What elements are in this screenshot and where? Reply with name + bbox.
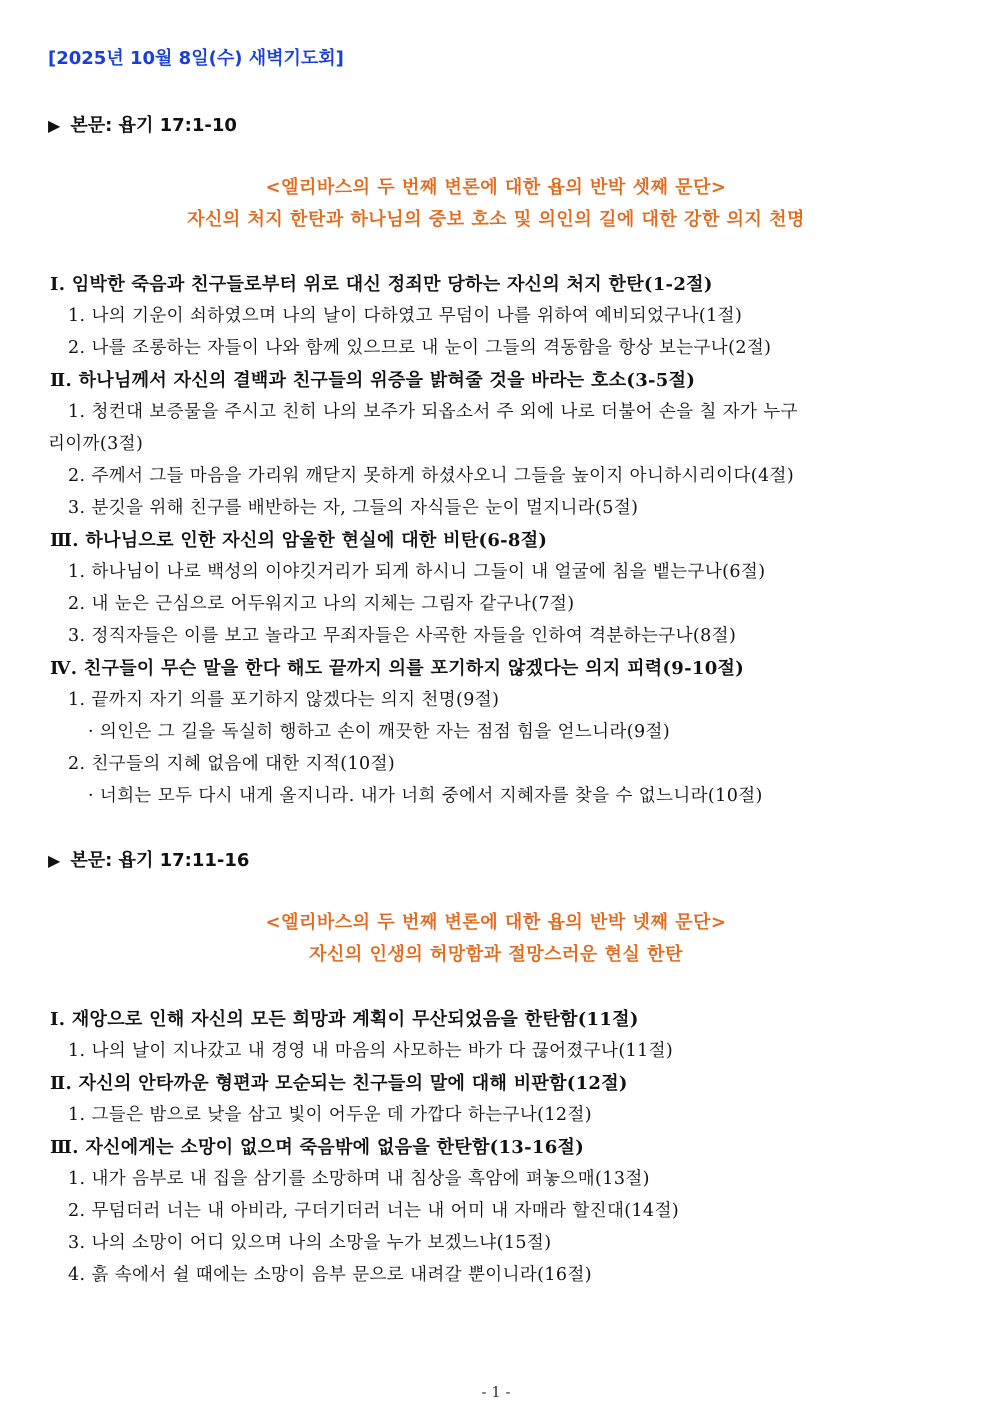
outline-bullet: · 너희는 모두 다시 내게 올지니라. 내가 너희 중에서 지혜자를 찾을 수 없느니라(10절)	[88, 786, 763, 806]
passage-label: 본문: 욥기 17:11-16	[70, 850, 250, 871]
outline-heading: Ⅳ. 친구들이 무슨 말을 한다 해도 끝까지 의를 포기하지 않겠다는 의지 피력(9-10절)	[50, 658, 745, 679]
outline-item: 4. 흙 속에서 쉴 때에는 소망이 음부 문으로 내려갈 뿐이니라(16절)	[68, 1265, 593, 1285]
header-date: [2025년 10월 8일(수) 새벽기도회]	[48, 48, 344, 69]
outline-heading: Ⅰ. 재앙으로 인해 자신의 모든 희망과 계획이 무산되었음을 한탄함(11절)	[50, 1009, 639, 1030]
outline-item: 2. 내 눈은 근심으로 어두워지고 나의 지체는 그림자 같구나(7절)	[68, 594, 575, 614]
outline-item-continued: 리이까(3절)	[48, 434, 144, 454]
triangle-right-icon: ▶	[48, 116, 61, 135]
outline-item: 1. 나의 날이 지나갔고 내 경영 내 마음의 사모하는 바가 다 끊어졌구나(11절)	[68, 1041, 674, 1061]
outline-item: 2. 친구들의 지혜 없음에 대한 지적(10절)	[68, 754, 396, 774]
outline-item: 3. 나의 소망이 어디 있으며 나의 소망을 누가 보겠느냐(15절)	[68, 1233, 552, 1253]
section-subtitle-2: 자신의 인생의 허망함과 절망스러운 현실 한탄	[309, 944, 683, 965]
outline-item: 3. 정직자들은 이를 보고 놀라고 무죄자들은 사곡한 자들을 인하여 격분하는구나(8절)	[68, 626, 737, 646]
outline-bullet: · 의인은 그 길을 독실히 행하고 손이 깨끗한 자는 점점 힘을 얻느니라(9절)	[88, 722, 671, 742]
outline-item: 2. 무덤더러 너는 내 아비라, 구더기더러 너는 내 어미 내 자매라 할진대(14절)	[68, 1201, 680, 1221]
section-subtitle-1: 자신의 처지 한탄과 하나님의 중보 호소 및 의인의 길에 대한 강한 의지 천명	[187, 209, 805, 230]
passage-heading-2	[48, 846, 249, 872]
section-title-1: <엘리바스의 두 번째 변론에 대한 욥의 반박 셋째 문단>	[265, 177, 727, 198]
outline-item: 1. 청컨대 보증물을 주시고 친히 나의 보주가 되옵소서 주 외에 나로 더불어 손을 칠 자가 누구	[68, 402, 798, 422]
outline-item: 2. 주께서 그들 마음을 가리워 깨닫지 못하게 하셨사오니 그들을 높이지 아니하시리이다(4절)	[68, 466, 795, 486]
outline-heading: Ⅱ. 하나님께서 자신의 결백과 친구들의 위증을 밝혀줄 것을 바라는 호소(3-5절)	[50, 370, 696, 391]
section-title-2: <엘리바스의 두 번째 변론에 대한 욥의 반박 넷째 문단>	[265, 912, 727, 933]
outline-item: 1. 하나님이 나로 백성의 이야깃거리가 되게 하시니 그들이 내 얼굴에 침을 뱉는구나(6절)	[68, 562, 766, 582]
outline-item: 1. 끝까지 자기 의를 포기하지 않겠다는 의지 천명(9절)	[68, 690, 500, 710]
outline-heading: Ⅱ. 자신의 안타까운 형편과 모순되는 친구들의 말에 대해 비판함(12절)	[50, 1073, 628, 1094]
page-number: - 1 -	[481, 1383, 511, 1401]
outline-heading: Ⅲ. 자신에게는 소망이 없으며 죽음밖에 없음을 한탄함(13-16절)	[50, 1137, 585, 1158]
outline-item: 1. 그들은 밤으로 낮을 삼고 빛이 어두운 데 가깝다 하는구나(12절)	[68, 1105, 593, 1125]
passage-heading-1	[48, 111, 237, 137]
outline-item: 1. 나의 기운이 쇠하였으며 나의 날이 다하였고 무덤이 나를 위하여 예비되었구나(1절)	[68, 306, 743, 326]
outline-heading: Ⅲ. 하나님으로 인한 자신의 암울한 현실에 대한 비탄(6-8절)	[50, 530, 548, 551]
outline-heading: Ⅰ. 임박한 죽음과 친구들로부터 위로 대신 정죄만 당하는 자신의 처지 한탄(1-2절)	[50, 274, 713, 295]
passage-label: 본문: 욥기 17:1-10	[70, 115, 237, 136]
triangle-right-icon: ▶	[48, 851, 61, 870]
outline-item: 1. 내가 음부로 내 집을 삼기를 소망하며 내 침상을 흑암에 펴놓으매(13절)	[68, 1169, 650, 1189]
outline-item: 3. 분깃을 위해 친구를 배반하는 자, 그들의 자식들은 눈이 멀지니라(5절)	[68, 498, 639, 518]
outline-item: 2. 나를 조롱하는 자들이 나와 함께 있으므로 내 눈이 그들의 격동함을 항상 보는구나(2절)	[68, 338, 772, 358]
